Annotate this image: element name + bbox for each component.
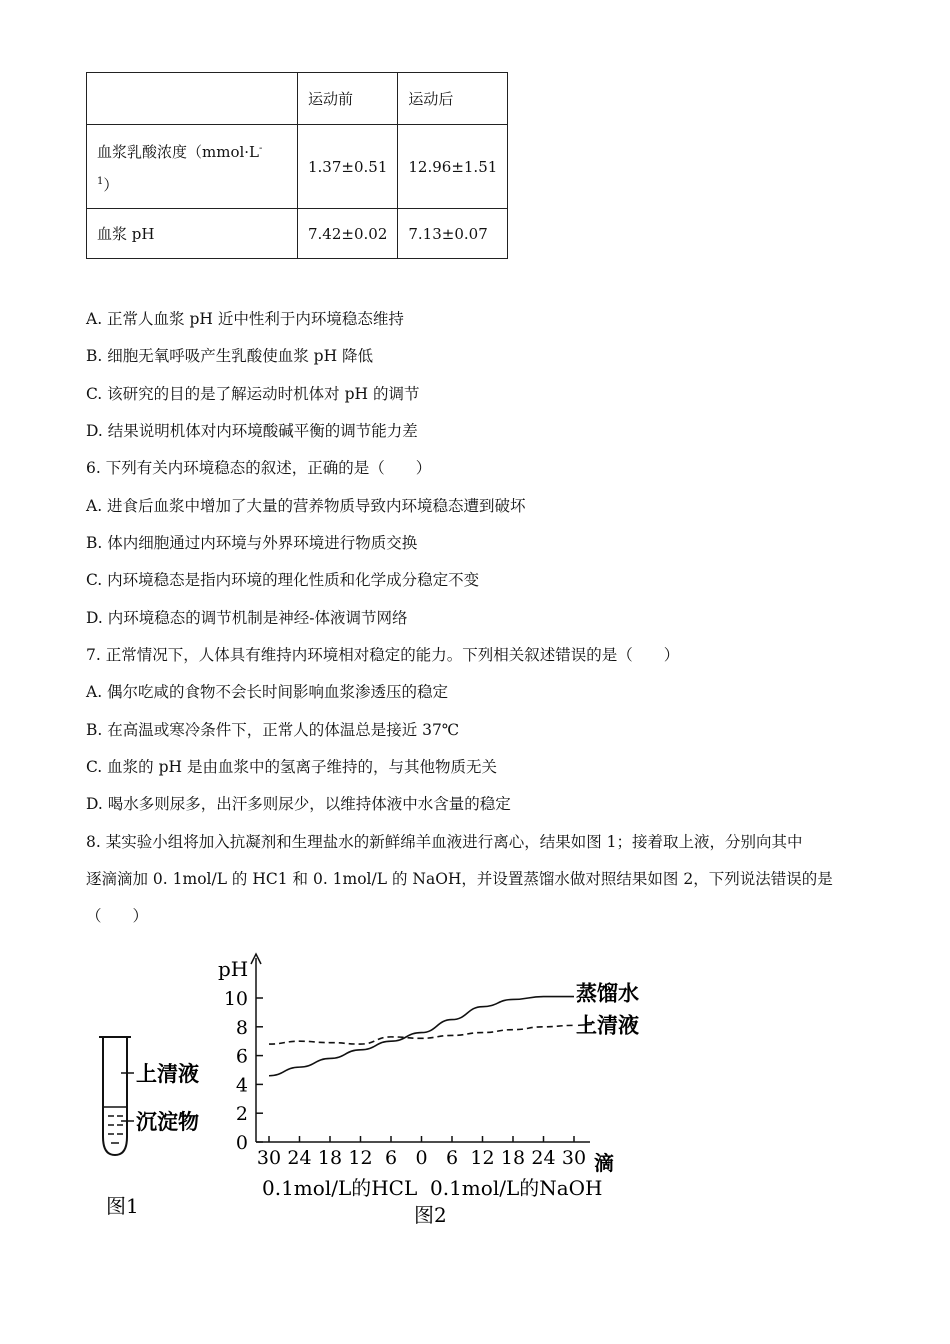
table-cell: 7.13±0.07 — [398, 209, 508, 259]
lactate-label-sup2: 1 — [97, 175, 104, 187]
x-tick-label: 6 — [384, 1147, 398, 1169]
series-line-supernatant — [269, 1025, 574, 1044]
q7-stem: 7. 正常情况下，人体具有维持内环境相对稳定的能力。下列相关叙述错误的是（ ） — [86, 646, 680, 664]
x-tick-label: 30 — [256, 1147, 282, 1169]
series-label: 上清液 — [576, 1012, 639, 1038]
q7-option-b: B. 在高温或寒冷条件下，正常人的体温总是接近 37℃ — [86, 721, 460, 739]
q7-option-d: D. 喝水多则尿多，出汗多则尿少，以维持体液中水含量的稳定 — [86, 795, 511, 813]
table-row-label: 血浆 pH — [87, 209, 298, 259]
table-row — [87, 125, 508, 209]
x-tick-label: 18 — [317, 1147, 343, 1169]
table-header-before: 运动前 — [298, 73, 398, 125]
x-tick-label: 24 — [531, 1147, 556, 1169]
figure1-caption: 图1 — [106, 1194, 139, 1218]
figure2-caption: 图2 — [414, 1203, 447, 1227]
ph-chart — [218, 954, 639, 1227]
table-row — [87, 209, 508, 259]
x-left-label: 0.1mol/L的HCL — [262, 1176, 418, 1200]
table-cell: 1.37±0.51 — [298, 125, 398, 209]
q6-option-d: D. 内环境稳态的调节机制是神经-体液调节网络 — [86, 609, 408, 627]
x-tick-label: 30 — [561, 1147, 587, 1169]
q8-stem-line3: （ ） — [86, 907, 149, 925]
y-axis-label: pH — [218, 957, 249, 981]
centrifuge-tube-figure — [99, 1037, 199, 1218]
x-tick-label: 6 — [445, 1147, 459, 1169]
q6-stem: 6. 下列有关内环境稳态的叙述，正确的是（ ） — [86, 459, 432, 477]
y-tick-label: 2 — [235, 1103, 248, 1126]
series-label: 蒸馏水 — [576, 980, 639, 1006]
q5-option-a: A. 正常人血浆 pH 近中性利于内环境稳态维持 — [86, 310, 404, 328]
lactate-label: 血浆乳酸浓度（mmol·L — [97, 142, 260, 161]
q5-option-d: D. 结果说明机体对内环境酸碱平衡的调节能力差 — [86, 422, 418, 440]
table-corner-cell — [87, 73, 298, 125]
lactate-ph-table — [86, 72, 508, 259]
q6-option-a: A. 进食后血浆中增加了大量的营养物质导致内环境稳态遭到破坏 — [86, 497, 526, 515]
y-tick-label: 8 — [235, 1016, 248, 1039]
x-tick-label: 12 — [470, 1147, 495, 1169]
x-tick-label: 24 — [287, 1147, 312, 1169]
q7-option-c: C. 血浆的 pH 是由血浆中的氢离子维持的，与其他物质无关 — [86, 758, 497, 776]
table-header-after: 运动后 — [398, 73, 508, 125]
q5-option-c: C. 该研究的目的是了解运动时机体对 pH 的调节 — [86, 385, 420, 403]
test-tube-outline — [103, 1037, 127, 1155]
table-row-label — [87, 125, 298, 209]
q5-option-b: B. 细胞无氧呼吸产生乳酸使血浆 pH 降低 — [86, 347, 374, 365]
x-right-label: 0.1mol/L的NaOH — [430, 1176, 603, 1200]
table-header-row — [87, 73, 508, 125]
sediment-label: 沉淀物 — [136, 1109, 199, 1134]
table-cell: 7.42±0.02 — [298, 209, 398, 259]
x-tick-label: 18 — [500, 1147, 526, 1169]
y-tick-label: 10 — [223, 988, 248, 1010]
q8-stem-line1: 8. 某实验小组将加入抗凝剂和生理盐水的新鲜绵羊血液进行离心，结果如图 1；接着取上液，分别向其中 — [86, 833, 803, 851]
q6-option-c: C. 内环境稳态是指内环境的理化性质和化学成分稳定不变 — [86, 571, 480, 589]
sediment-hatching — [108, 1116, 123, 1143]
x-tick-label: 12 — [348, 1147, 373, 1169]
lactate-label-sup: - — [259, 142, 263, 154]
table-cell: 12.96±1.51 — [398, 125, 508, 209]
y-tick-label: 6 — [235, 1045, 248, 1068]
y-tick-label: 4 — [235, 1074, 248, 1097]
q8-stem-line2: 逐滴滴加 0. 1mol/L 的 HC1 和 0. 1mol/L 的 NaOH，并设置蒸馏水做对照结果如图 2，下列说法错误的是 — [86, 870, 833, 888]
q7-option-a: A. 偶尔吃咸的食物不会长时间影响血浆渗透压的稳定 — [86, 683, 449, 701]
figures — [0, 940, 950, 1240]
series-line-distilled-water — [269, 997, 574, 1076]
lactate-label-end: ） — [103, 175, 119, 194]
x-axis-label: 滴 — [594, 1151, 614, 1175]
supernatant-label: 上清液 — [136, 1061, 199, 1086]
x-tick-label: 0 — [415, 1147, 428, 1169]
q6-option-b: B. 体内细胞通过内环境与外界环境进行物质交换 — [86, 534, 418, 552]
y-tick-label: 0 — [235, 1132, 248, 1154]
